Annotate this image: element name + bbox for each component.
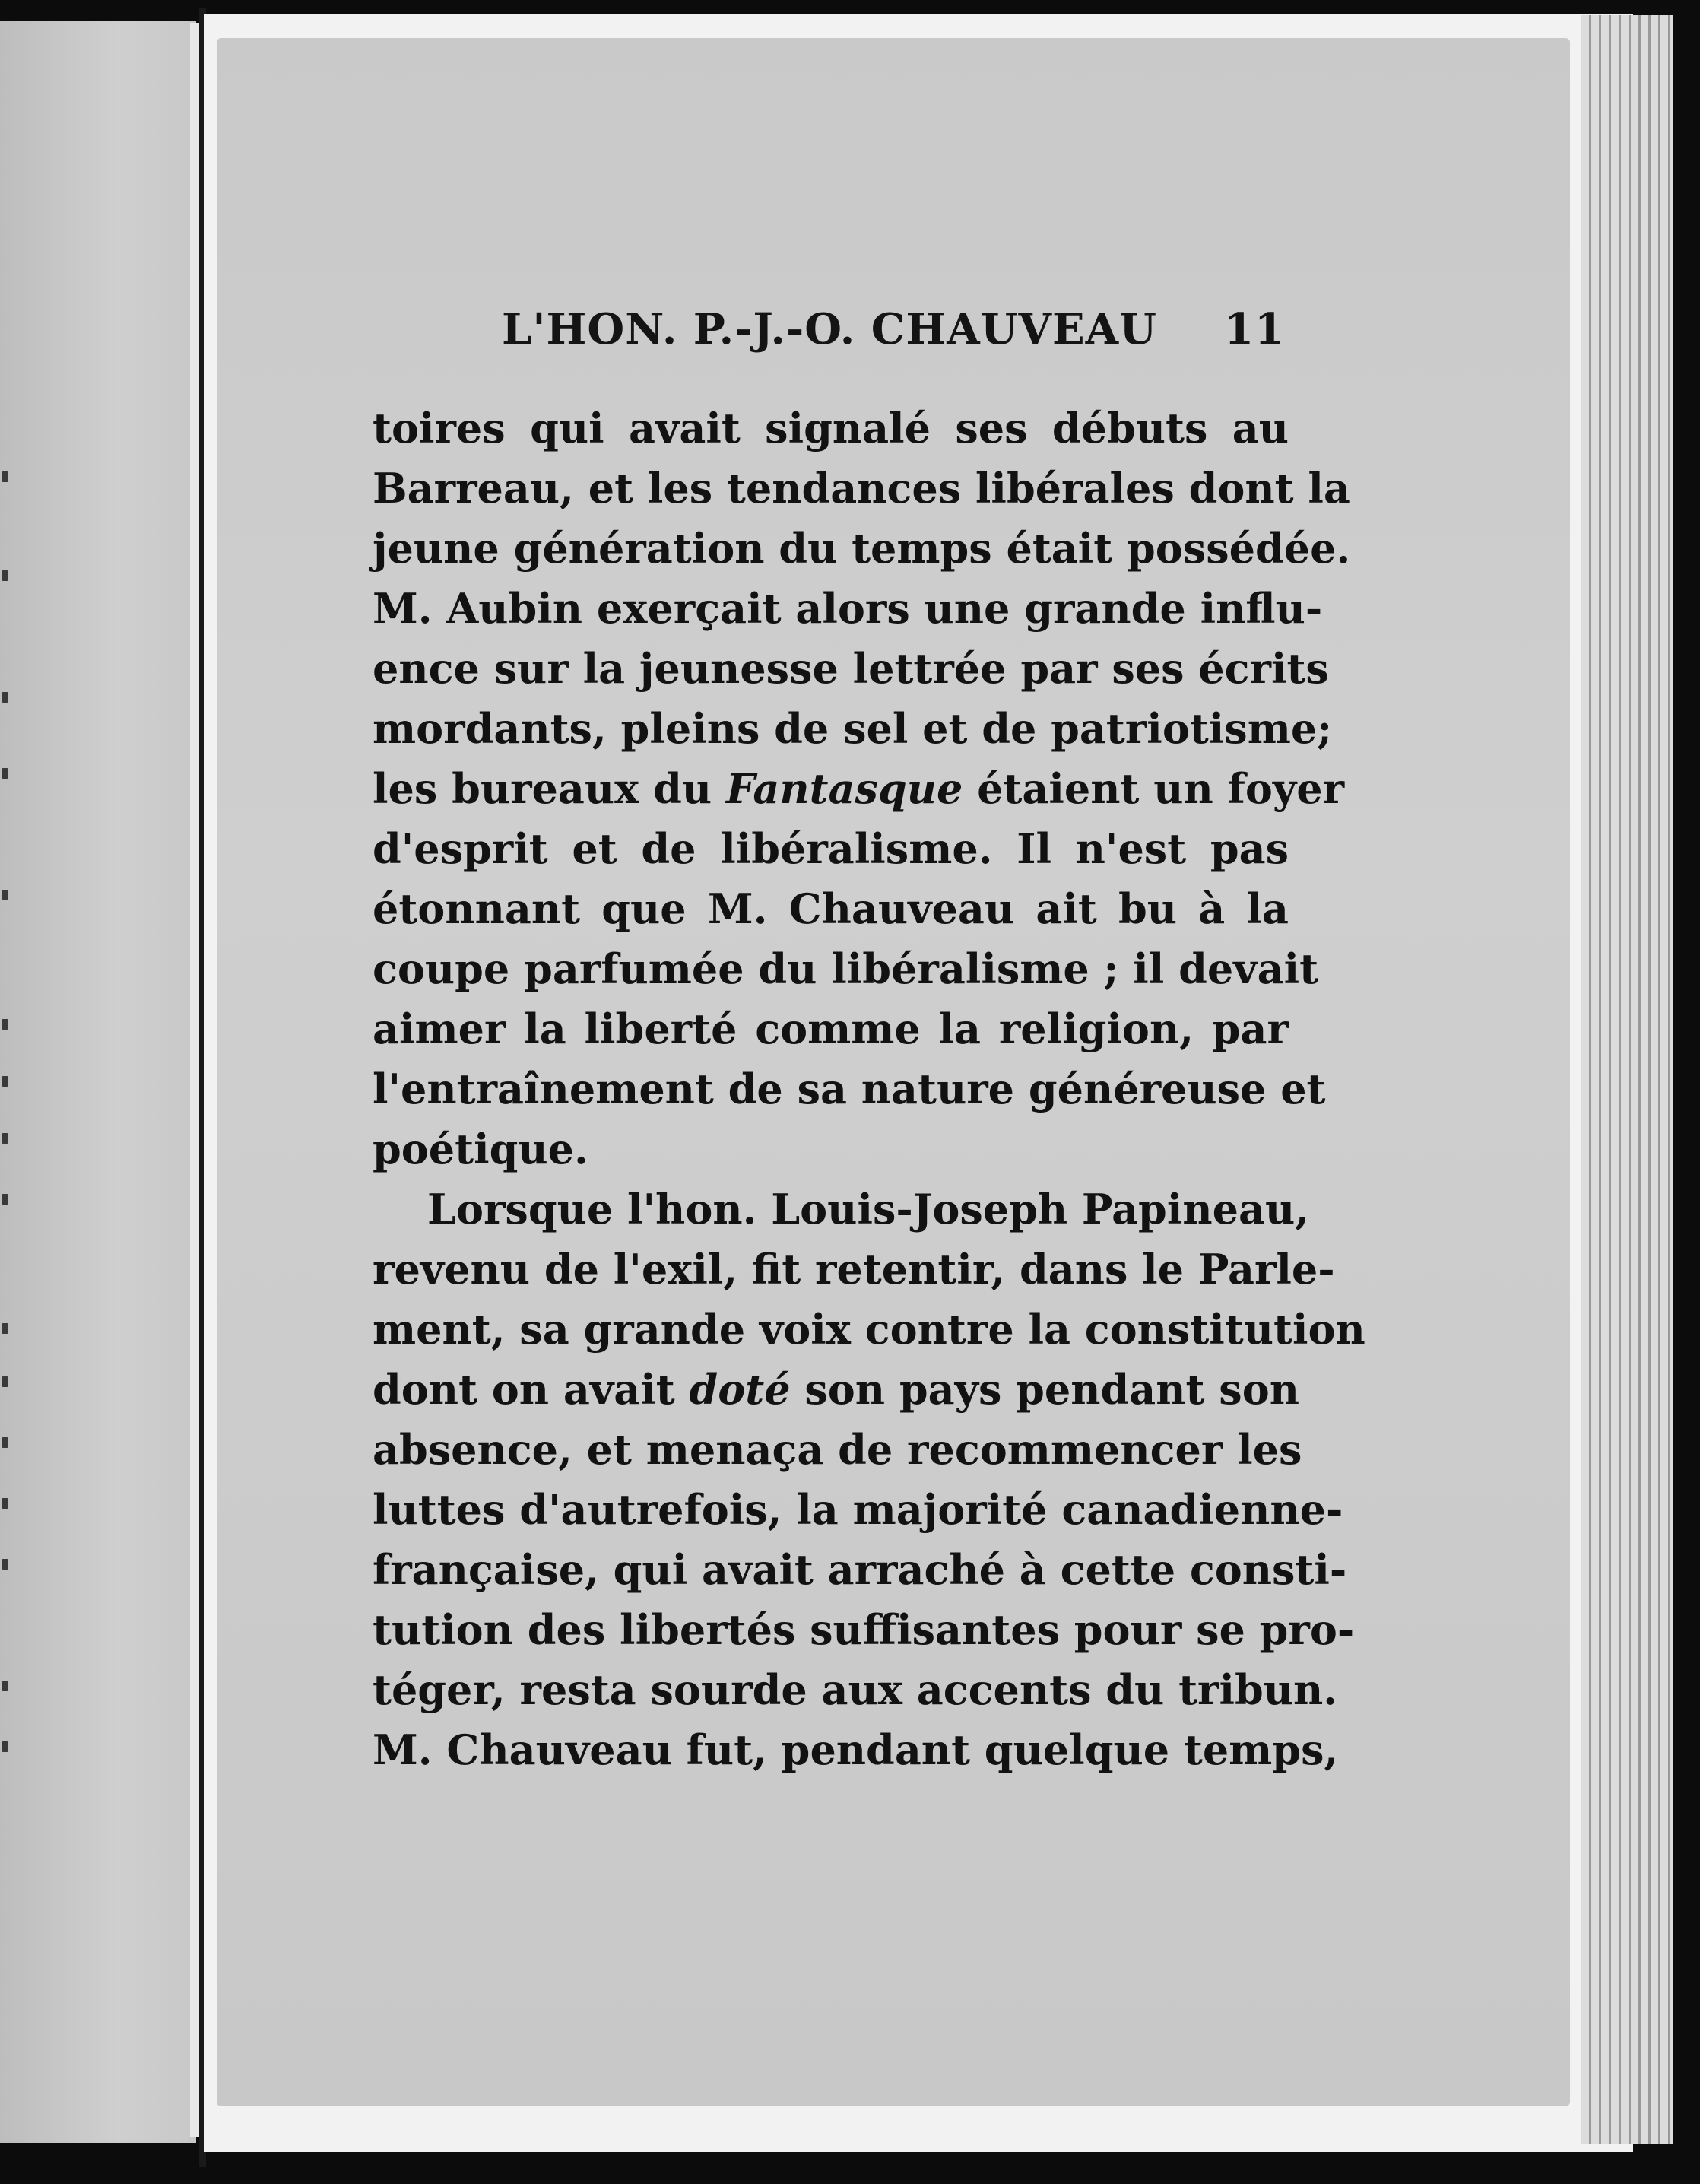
text-line: aimer la liberté comme la religion, par <box>373 1005 1289 1053</box>
text-line: tution des libertés suffisantes pour se pro- <box>373 1605 1355 1654</box>
text-line: mordants, pleins de sel et de patriotisme; <box>373 704 1333 753</box>
text-line: absence, et menaça de recommencer les <box>373 1425 1302 1474</box>
page-number: 11 <box>1224 304 1285 354</box>
text-line: téger, resta sourde aux accents du tribun. <box>373 1665 1338 1714</box>
italic-title: Fantasque <box>725 764 963 813</box>
text-line: ence sur la jeunesse lettrée par ses écrits <box>373 644 1329 693</box>
text-line: jeune génération du temps était possédée. <box>373 524 1351 573</box>
left-facing-page <box>0 21 196 2143</box>
text-run: les bureaux du <box>373 764 726 813</box>
italic-title: doté <box>689 1365 791 1414</box>
running-title: L'HON. P.-J.-O. CHAUVEAU <box>502 304 1157 354</box>
text-line: M. Chauveau fut, pendant quelque temps, <box>373 1725 1339 1774</box>
text-line: toires qui avait signalé ses débuts au <box>373 404 1289 452</box>
text-line: ment, sa grande voix contre la constitution <box>373 1305 1365 1354</box>
text-line: revenu de l'exil, fit retentir, dans le Parle- <box>373 1245 1335 1294</box>
text-line: M. Aubin exerçait alors une grande influ- <box>373 584 1323 633</box>
text-line <box>373 759 1345 819</box>
running-head <box>502 304 1285 357</box>
body-text <box>373 398 1365 1780</box>
text-line: Barreau, et les tendances libérales dont la <box>373 464 1350 513</box>
text-line: française, qui avait arraché à cette consti- <box>373 1545 1347 1594</box>
text-line: luttes d'autrefois, la majorité canadienne- <box>373 1485 1343 1534</box>
text-line <box>373 1360 1299 1420</box>
left-page-text-fragments <box>0 0 15 2184</box>
text-run: étaient un foyer <box>963 764 1345 813</box>
text-line: Lorsque l'hon. Louis-Joseph Papineau, <box>427 1185 1309 1233</box>
text-run: dont on avait <box>373 1365 690 1414</box>
text-run: son pays pendant son <box>790 1365 1299 1414</box>
text-line: étonnant que M. Chauveau ait bu à la <box>373 884 1289 933</box>
text-line: l'entraînement de sa nature généreuse et <box>373 1065 1326 1113</box>
text-line: d'esprit et de libéralisme. Il n'est pas <box>373 824 1289 873</box>
page-edges-stack <box>1581 15 1673 2144</box>
text-line: coupe parfumée du libéralisme ; il devait <box>373 944 1319 993</box>
text-line: poétique. <box>373 1125 588 1173</box>
